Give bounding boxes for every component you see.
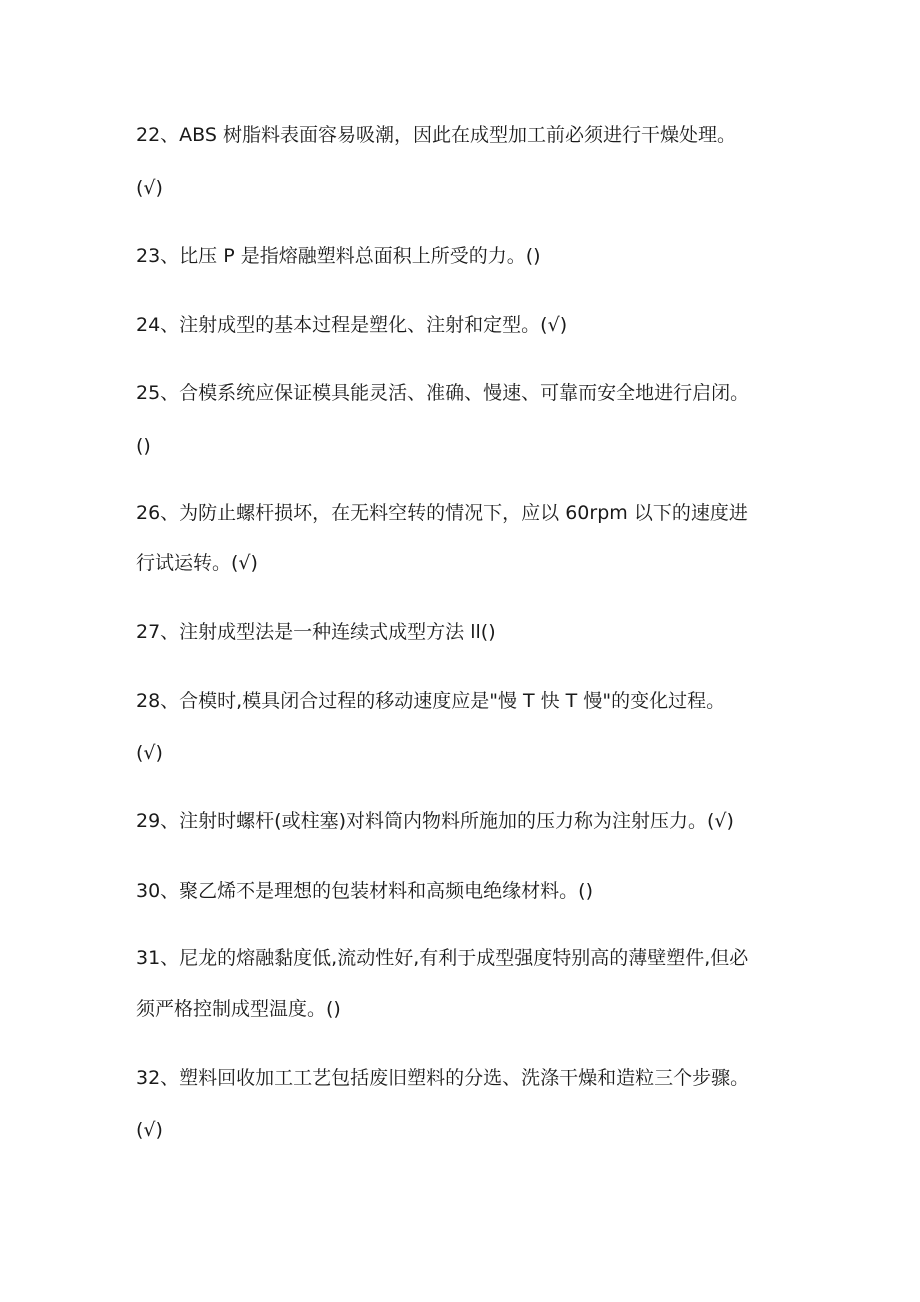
q31-line-1: 31、尼龙的熔融黏度低,流动性好,有利于成型强度特别高的薄壁塑件,但必 [136,947,749,969]
q23-line-1: 23、比压 P 是指熔融塑料总面积上所受的力。() [136,245,541,267]
q24-line-1: 24、注射成型的基本过程是塑化、注射和定型。(√) [136,314,568,336]
q32-line-1: 32、塑料回收加工工艺包括废旧塑料的分选、洗涤干燥和造粒三个步骤。 [136,1067,750,1089]
q25-line-1: 25、合模系统应保证模具能灵活、准确、慢速、可靠而安全地进行启闭。 [136,382,750,404]
q28-line-1: 28、合模时,模具闭合过程的移动速度应是"慢 T 快 T 慢"的变化过程。 [136,690,726,712]
q32-line-2: (√) [136,1119,163,1141]
q22-line-2: (√) [136,177,163,199]
q30-line-1: 30、聚乙烯不是理想的包装材料和高频电绝缘材料。() [136,880,594,902]
q26-line-1: 26、为防止螺杆损坏，在无料空转的情况下，应以 60rpm 以下的速度进 [136,502,748,524]
q27-line-1: 27、注射成型法是一种连续式成型方法 ll() [136,621,496,643]
q28-line-2: (√) [136,742,163,764]
q29-line-1: 29、注射时螺杆(或柱塞)对料筒内物料所施加的压力称为注射压力。(√) [136,810,734,832]
q22-line-1: 22、ABS 树脂料表面容易吸潮，因此在成型加工前必须进行干燥处理。 [136,124,736,146]
q25-line-2: () [136,435,151,457]
q26-line-2: 行试运转。(√) [136,552,258,574]
q31-line-2: 须严格控制成型温度。() [136,998,341,1020]
